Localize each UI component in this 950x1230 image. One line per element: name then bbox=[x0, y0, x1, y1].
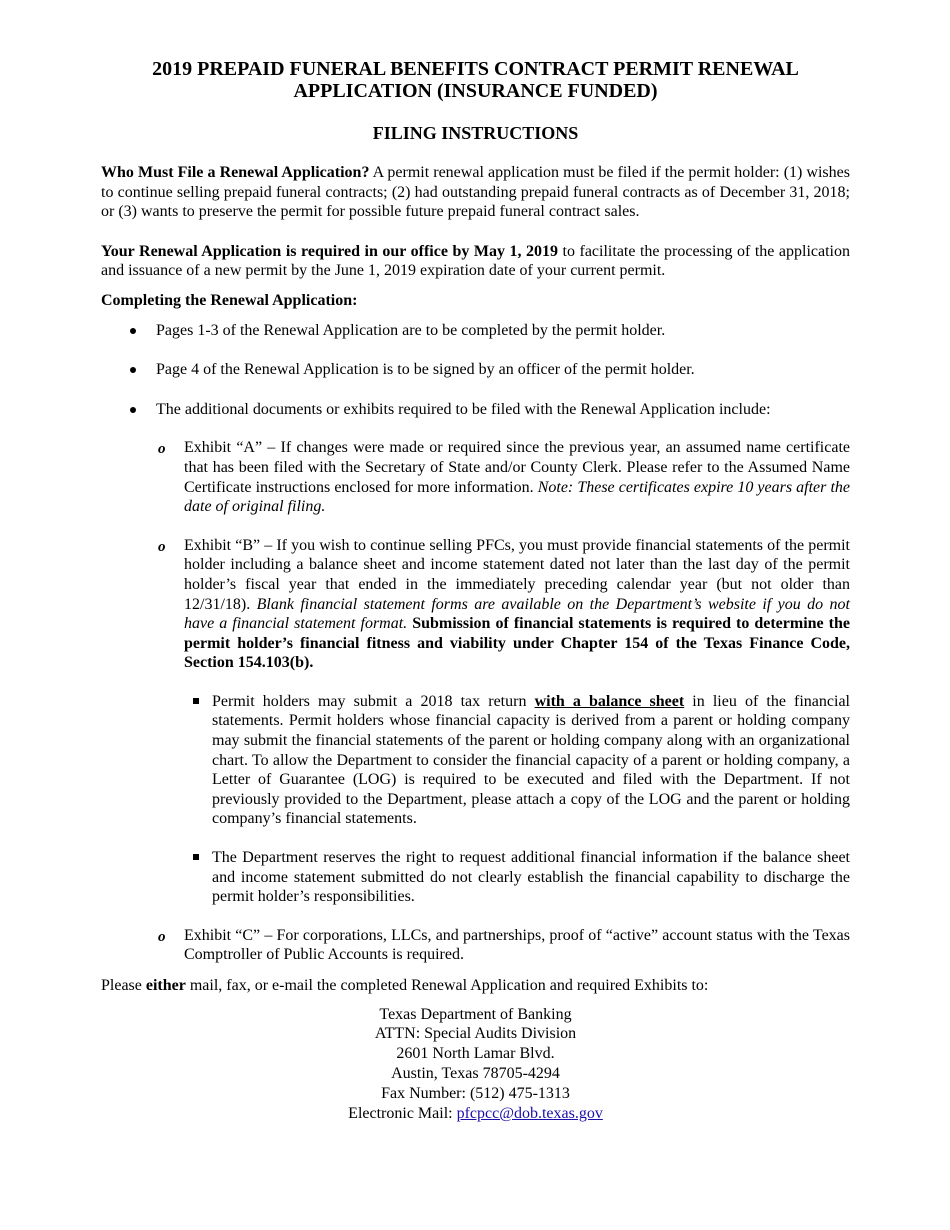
exhibits-list bbox=[101, 438, 850, 965]
bullet-icon bbox=[130, 407, 136, 413]
bullet-icon bbox=[130, 328, 136, 334]
who-must-file-text: A permit renewal application must be filed if the permit holder: (1) wishes to continue selling prepaid funeral contracts; (2) had outstanding prepaid funeral contracts as of December 31, 2018; or (3) wants to preserve the permit for possible future prepaid funeral contract sales. bbox=[101, 164, 850, 221]
exhibit-b-item bbox=[101, 536, 850, 907]
exhibit-a-note: Note: These certificates expire 10 years after the date of original filing. bbox=[184, 478, 851, 516]
address-line-4: Austin, Texas 78705-4294 bbox=[391, 1064, 560, 1082]
exhibit-b-italic-note: Blank financial statement forms are available on the Department’s website if you do not have a financial statement format. bbox=[184, 595, 850, 633]
title-line-1: 2019 PREPAID FUNERAL BENEFITS CONTRACT PERMIT RENEWAL bbox=[152, 58, 799, 80]
completing-heading: Completing the Renewal Application: bbox=[101, 291, 358, 309]
subitem-1-post: in lieu of the financial statements. Permit holders whose financial capacity is derived from a parent or holding company may submit the financial statements of the parent or holding company along with an organizational chart. To allow the Department to consider the financial capacity of a parent or holding company, a Letter of Guarantee (LOG) is required to be executed and filed with the Department. If not previously provided to the Department, please attach a copy of the LOG and the parent or holding company’s financial statements. bbox=[212, 692, 851, 828]
exhibit-b-bold-note: Submission of financial statements is required to determine the permit holder’s financial fitness and viability under Chapter 154 of the Texas Finance Code, Section 154.103(b). bbox=[184, 615, 851, 672]
send-post: mail, fax, or e-mail the completed Renewal Application and required Exhibits to: bbox=[185, 977, 709, 994]
hollow-bullet-icon: o bbox=[158, 441, 166, 458]
address-line-1: Texas Department of Banking bbox=[379, 1005, 572, 1023]
deadline-lead: Your Renewal Application is required in our office by May 1, 2019 bbox=[101, 242, 559, 260]
address-line-3: 2601 North Lamar Blvd. bbox=[396, 1045, 555, 1063]
email-line bbox=[101, 1104, 850, 1124]
email-label: Electronic Mail: bbox=[348, 1104, 457, 1122]
list-item bbox=[101, 360, 905, 380]
list-item bbox=[101, 400, 905, 420]
bullet-text-2: Page 4 of the Renewal Application is to be signed by an officer of the permit holder. bbox=[156, 361, 695, 379]
title-line-2: APPLICATION (INSURANCE FUNDED) bbox=[293, 80, 658, 102]
filing-instructions-heading: FILING INSTRUCTIONS bbox=[372, 123, 579, 143]
address-line-2: ATTN: Special Audits Division bbox=[374, 1025, 577, 1043]
document-page bbox=[101, 58, 850, 1123]
instructions-list bbox=[0, 321, 950, 420]
bullet-text-1: Pages 1-3 of the Renewal Application are to be completed by the permit holder. bbox=[156, 321, 666, 339]
send-pre: Please bbox=[101, 977, 146, 994]
square-bullet-icon bbox=[193, 854, 199, 860]
bullet-text-3: The additional documents or exhibits required to be filed with the Renewal Application include: bbox=[156, 400, 771, 418]
list-item bbox=[101, 321, 905, 341]
document-title bbox=[101, 58, 850, 102]
exhibit-c-text: Exhibit “C” – For corporations, LLCs, and partnerships, proof of “active” account status with the Texas Comptroller of Public Accounts is required. bbox=[184, 926, 850, 964]
deadline-paragraph bbox=[101, 242, 850, 281]
exhibit-a-item bbox=[101, 438, 850, 516]
who-must-file-paragraph bbox=[101, 163, 850, 222]
hollow-bullet-icon: o bbox=[158, 928, 166, 945]
exhibit-c-item bbox=[101, 926, 850, 965]
fax-number: Fax Number: (512) 475-1313 bbox=[381, 1084, 570, 1102]
exhibits-list-wrapper bbox=[101, 438, 850, 965]
subitem-1-pre: Permit holders may submit a 2018 tax return bbox=[212, 692, 535, 710]
who-must-file-lead: Who Must File a Renewal Application? bbox=[101, 164, 370, 181]
exhibit-b-subitem-1 bbox=[101, 692, 850, 829]
deadline-text: to facilitate the processing of the application and issuance of a new permit by the June 1, 2019 expiration date of your current permit. bbox=[101, 242, 851, 280]
exhibit-b-subitem-2 bbox=[101, 848, 850, 907]
email-link[interactable]: pfcpcc@dob.texas.gov bbox=[456, 1104, 603, 1122]
mailing-address bbox=[101, 1005, 850, 1124]
hollow-bullet-icon: o bbox=[158, 538, 166, 555]
bullet-icon bbox=[130, 367, 136, 373]
subitem-2-text: The Department reserves the right to request additional financial information if the balance sheet and income statement submitted do not clearly establish the financial capability to discharge the permit holder’s responsibilities. bbox=[212, 849, 850, 906]
submission-instructions bbox=[101, 976, 850, 996]
subitem-1-underline: with a balance sheet bbox=[534, 692, 685, 710]
exhibit-b-sublist bbox=[101, 692, 850, 907]
square-bullet-icon bbox=[193, 698, 199, 704]
exhibit-b-text: Exhibit “B” – If you wish to continue selling PFCs, you must provide financial statements of the permit holder including a balance sheet and income statement dated not later than the last day of the permit holder’s fiscal year that ended in the immediately preceding calendar year (but not older than 12/31/18). bbox=[184, 536, 850, 613]
exhibit-a-text: Exhibit “A” – If changes were made or required since the previous year, an assumed name certificate that has been filed with the Secretary of State and/or County Clerk. Please refer to the Assumed Name Certificate instructions enclosed for more information. bbox=[184, 439, 850, 496]
send-bold: either bbox=[145, 977, 186, 994]
